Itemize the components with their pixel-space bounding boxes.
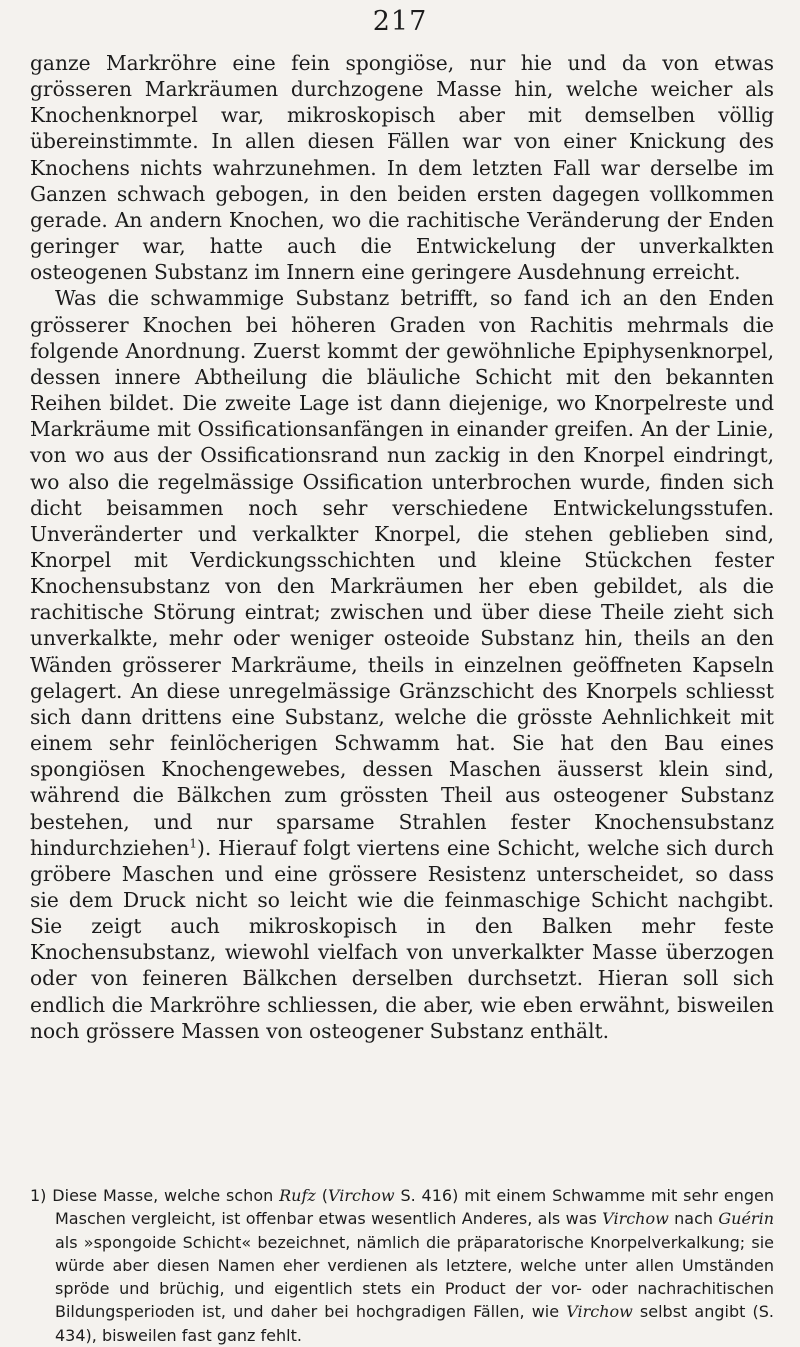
footnote-segment: selbst angibt (S. 434), bisweilen fast ganz fehlt. <box>55 1302 775 1345</box>
footnote-text <box>30 1184 774 1347</box>
author-name: Virchow <box>327 1186 395 1205</box>
footnote-segment: als »spongoide Schicht« bezeichnet, nämlich die präparatorische Knorpelverkalkung; sie würde aber diesen Namen eher verdienen als letztere, welche unter allen Umständen spröde und brüchig, und eigentlich stets ein Product der vor- oder nachrachitischen Bildungsperioden ist, und daher bei hochgradigen Fällen, wie <box>55 1232 774 1322</box>
paragraph-2-part-1: Was die schwammige Substanz betrifft, so fand ich an den Enden grösserer Knochen bei höheren Graden von Rachitis mehrmals die folgende Anordnung. Zuerst kommt der gewöhnliche Epiphysenknorpel, dessen innere Abtheilung die bläuliche Schicht mit den bekannten Reihen bildet. Die zweite Lage ist dann diejenige, wo Knorpelreste und Markräume mit Ossificationsanfängen in einander greifen. An der Linie, von wo aus der Ossificationsrand nun zackig in den Knorpel eindringt, wo also die regelmässige Ossification unterbrochen wurde, finden sich dicht beisammen noch sehr verschiedene Entwickelungsstufen. Unveränderter und verkalkter Knorpel, die stehen geblieben sind, Knorpel mit Verdickungsschichten und kleine Stückchen fester Knochensubstanz von den Markräumen her eben gebildet, als die rachitische Störung eintrat; zwischen und über diese Theile zieht sich unverkalkte, mehr oder weniger osteoide Substanz hin, theils an den Wänden grösserer Markräume, theils in einzelnen geöffneten Kapseln gelagert. An diese unregelmässige Gränzschicht des Knorpels schliesst sich dann drittens eine Substanz, welche die grösste Aehnlichkeit mit einem sehr feinlöcherigen Schwamm hat. Sie hat den Bau eines spongiösen Knochengewebes, dessen Maschen äusserst klein sind, während die Bälkchen zum grössten Theil aus osteogener Substanz bestehen, und nur sparsame Strahlen fester Knochensubstanz hindurchziehen <box>30 286 774 860</box>
author-name: Virchow <box>566 1302 633 1322</box>
footnote-segment: S. 416) mit einem Schwamme mit sehr engen Maschen vergleicht, ist offenbar etwas wesentlich Anderes, als was <box>55 1186 775 1229</box>
author-name: Guérin <box>718 1209 774 1229</box>
paragraph-2-part-2: ). Hierauf folgt viertens eine Schicht, welche sich durch gröbere Maschen und eine grössere Resistenz unterscheidet, so dass sie dem Druck nicht so leicht wie die feinmaschige Schicht nachgibt. Sie zeigt auch mikroskopisch in den Balken mehr feste Knochensubstanz, wiewohl vielfach von unverkalkter Masse überzogen oder von feineren Bälkchen derselben durchsetzt. Hieran soll sich endlich die Markröhre schliessen, die aber, wie eben erwähnt, bisweilen noch grössere Massen von osteogener Substanz enthält. <box>30 835 774 1043</box>
author-name: Virchow <box>602 1209 669 1229</box>
page-number: 217 <box>372 6 428 37</box>
footnote <box>30 1184 774 1347</box>
footnote-marker: 1) <box>30 1186 47 1205</box>
paragraph-2 <box>30 285 774 1044</box>
main-text <box>30 50 774 1044</box>
footnote-segment: Diese Masse, welche schon <box>52 1186 280 1205</box>
footnote-segment: ( <box>315 1186 328 1205</box>
paragraph-1: ganze Markröhre eine fein spongiöse, nur hie und da von etwas grösseren Markräumen durchzogene Masse hin, welche weicher als Knochenknorpel war, mikroskopisch aber mit demselben völlig übereinstimmte. In allen diesen Fällen war von einer Knickung des Knochens nichts wahrzunehmen. In dem letzten Fall war derselbe im Ganzen schwach gebogen, in den beiden ersten dagegen vollkommen gerade. An andern Knochen, wo die rachitische Veränderung der Enden geringer war, hatte auch die Entwickelung der unverkalkten osteogenen Substanz im Innern eine geringere Ausdehnung erreicht. <box>30 51 774 285</box>
author-name: Rufz <box>279 1186 316 1205</box>
footnote-reference: 1 <box>189 835 197 850</box>
footnote-segment: nach <box>668 1209 719 1229</box>
